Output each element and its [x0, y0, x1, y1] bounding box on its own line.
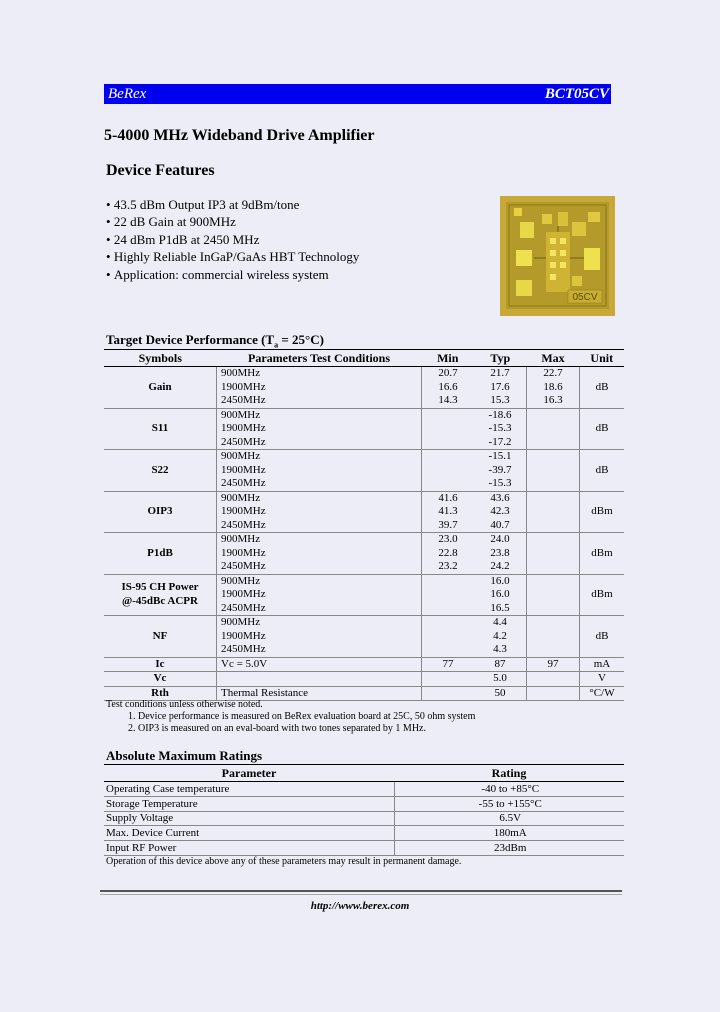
min-cell-value: 23.2: [438, 560, 458, 572]
max-cell-value: [527, 409, 579, 423]
col-header-unit: Unit: [580, 350, 625, 367]
typ-cell-value: 16.0: [490, 588, 510, 600]
max-cell-value: [527, 672, 579, 686]
condition-cell-value: 1900MHz: [221, 380, 266, 393]
min-cell: [422, 533, 475, 575]
typ-cell: [474, 533, 527, 575]
unit-cell: mA: [580, 657, 625, 672]
table-row: [104, 616, 624, 658]
min-cell-value: 16.6: [438, 380, 458, 393]
max-cell-value: 18.6: [543, 380, 563, 393]
min-cell-value: [422, 630, 474, 644]
unit-cell: dBm: [580, 533, 625, 575]
min-cell-value: 20.7: [438, 367, 458, 379]
condition-cell-value: 900MHz: [221, 408, 261, 421]
typ-cell: [474, 450, 527, 492]
chip-label: 05CV: [572, 292, 598, 303]
min-cell: [422, 408, 475, 450]
min-cell-value: [422, 450, 474, 464]
amr-rating: 23dBm: [394, 841, 624, 856]
brand-name: BeRex: [108, 86, 147, 102]
typ-cell-value: -18.6: [488, 408, 512, 421]
document-title: 5-4000 MHz Wideband Drive Amplifier: [104, 127, 375, 144]
performance-heading: Target Device Performance $(T_a = 25^\circ C)$: [106, 332, 324, 350]
typ-cell-value: 4.2: [493, 629, 507, 642]
amr-rating: -55 to +155°C: [394, 796, 624, 811]
symbol-cell: P1dB: [104, 533, 217, 575]
table-row: [104, 811, 624, 826]
condition-cell-value: [221, 672, 421, 686]
condition-cell-value: Thermal Resistance: [221, 686, 309, 699]
unit-cell: dB: [580, 408, 625, 450]
min-cell-value: [422, 575, 474, 589]
min-cell-value: 41.3: [438, 505, 458, 517]
condition-cell-value: 2450MHz: [221, 560, 266, 572]
typ-cell-value: 40.7: [490, 518, 510, 531]
unit-cell: dBm: [580, 491, 625, 533]
max-cell-value: [527, 575, 579, 589]
unit-cell: dBm: [580, 574, 625, 616]
chip-die-image: [506, 202, 609, 309]
max-cell-value: 16.3: [543, 394, 563, 406]
max-cell: [527, 616, 580, 658]
condition-cell: [217, 574, 422, 616]
amr-table: [104, 764, 624, 856]
condition-cell-value: 900MHz: [221, 367, 261, 379]
unit-cell: V: [580, 672, 625, 687]
condition-cell: [217, 657, 422, 672]
min-cell: [422, 367, 475, 409]
min-cell-value: 14.3: [438, 394, 458, 406]
typ-cell-value: 16.0: [490, 574, 510, 587]
typ-cell: [474, 408, 527, 450]
table-row: [104, 450, 624, 492]
unit-cell: dB: [580, 367, 625, 409]
amr-parameter: Max. Device Current: [104, 826, 394, 841]
condition-cell-value: 2450MHz: [221, 435, 266, 448]
table-row: [104, 491, 624, 533]
min-cell-value: [422, 409, 474, 423]
min-cell-value: 23.0: [438, 533, 458, 545]
max-cell-value: [527, 519, 579, 533]
max-cell-value: 22.7: [543, 367, 563, 379]
typ-cell: [474, 686, 527, 701]
min-cell-value: [422, 616, 474, 630]
table-row: [104, 367, 624, 409]
amr-warning-note: Operation of this device above any of these parameters may result in permanent damage.: [106, 856, 462, 867]
note-line: 1. Device performance is measured on BeRex evaluation board at 25C, 50 ohm system: [128, 711, 476, 722]
max-cell-value: [527, 533, 579, 547]
condition-cell-value: 1900MHz: [221, 422, 266, 434]
col-header-symbols: Symbols: [104, 350, 217, 367]
amr-parameter: Input RF Power: [104, 841, 394, 856]
typ-cell-value: 24.2: [490, 560, 510, 572]
note-line: Test conditions unless otherwise noted.: [106, 699, 263, 710]
symbol-cell: S11: [104, 408, 217, 450]
typ-cell-value: 17.6: [490, 380, 510, 393]
condition-cell-value: 1900MHz: [221, 546, 266, 559]
table-row: [104, 408, 624, 450]
max-cell: [527, 491, 580, 533]
condition-cell-value: 1900MHz: [221, 588, 266, 600]
features-heading: Device Features: [106, 162, 215, 179]
table-header-row: [104, 350, 624, 367]
table-row: [104, 782, 624, 797]
min-cell: [422, 574, 475, 616]
feature-list: [106, 196, 359, 283]
typ-cell-value: 15.3: [490, 394, 510, 406]
typ-cell: [474, 657, 527, 672]
symbol-cell: Ic: [104, 657, 217, 672]
max-cell-value: [527, 492, 579, 506]
min-cell: [422, 672, 475, 687]
max-cell: [527, 450, 580, 492]
typ-cell-value: 4.3: [493, 643, 507, 655]
condition-cell: [217, 491, 422, 533]
symbol-cell: Gain: [104, 367, 217, 409]
col-header-min: Min: [422, 350, 475, 367]
col-header-conditions: Parameters Test Conditions: [217, 350, 422, 367]
unit-cell: dB: [580, 616, 625, 658]
feature-item: • 22 dB Gain at 900MHz: [106, 213, 359, 230]
max-cell: [527, 367, 580, 409]
max-cell-value: [527, 687, 579, 701]
amr-rating: 180mA: [394, 826, 624, 841]
condition-cell-value: 2450MHz: [221, 477, 266, 489]
symbol-cell: IS-95 CH Power @-45dBc ACPR: [104, 574, 217, 616]
max-cell-value: [527, 422, 579, 436]
max-cell: [527, 657, 580, 672]
min-cell-value: [422, 477, 474, 491]
typ-cell-value: 21.7: [490, 367, 510, 379]
condition-cell: [217, 367, 422, 409]
feature-item: • 24 dBm P1dB at 2450 MHz: [106, 231, 359, 248]
typ-cell-value: -15.1: [488, 450, 512, 462]
condition-cell: [217, 408, 422, 450]
condition-cell: [217, 533, 422, 575]
max-cell: [527, 672, 580, 687]
condition-cell-value: Vc = 5.0V: [221, 657, 268, 670]
typ-cell: [474, 491, 527, 533]
amr-rating: 6.5V: [394, 811, 624, 826]
symbol-cell: NF: [104, 616, 217, 658]
max-cell: [527, 574, 580, 616]
min-cell-value: 41.6: [438, 491, 458, 504]
table-row: [104, 841, 624, 856]
typ-cell-value: -17.2: [488, 435, 512, 448]
condition-cell-value: 900MHz: [221, 574, 261, 587]
max-cell-value: [527, 505, 579, 519]
amr-heading: Absolute Maximum Ratings: [106, 748, 263, 763]
typ-cell: [474, 574, 527, 616]
min-cell-value: [422, 422, 474, 436]
symbol-cell: S22: [104, 450, 217, 492]
symbol-cell: OIP3: [104, 491, 217, 533]
performance-table: [104, 349, 624, 701]
min-cell: [422, 657, 475, 672]
unit-cell: dB: [580, 450, 625, 492]
typ-cell-value: -15.3: [488, 477, 512, 489]
typ-cell-value: 50: [494, 686, 506, 699]
max-cell-value: [527, 616, 579, 630]
condition-cell-value: 900MHz: [221, 533, 261, 545]
max-cell-value: [527, 560, 579, 574]
typ-cell: [474, 367, 527, 409]
amr-parameter: Supply Voltage: [104, 811, 394, 826]
typ-cell: [474, 616, 527, 658]
condition-cell-value: 900MHz: [221, 616, 261, 628]
symbol-cell: Vc: [104, 672, 217, 687]
condition-cell-value: 2450MHz: [221, 518, 266, 531]
note-line: 2. OIP3 is measured on an eval-board with two tones separated by 1 MHz.: [128, 723, 426, 734]
table-row: [104, 533, 624, 575]
min-cell-value: 77: [442, 657, 454, 670]
col-header-max: Max: [527, 350, 580, 367]
amr-parameter: Storage Temperature: [104, 796, 394, 811]
typ-cell-value: -15.3: [488, 422, 512, 434]
typ-cell-value: 42.3: [490, 505, 510, 517]
header-bar: [104, 84, 611, 104]
max-cell-value: [527, 450, 579, 464]
min-cell-value: 39.7: [438, 518, 458, 531]
min-cell-value: 22.8: [438, 546, 458, 559]
footer-divider: [100, 890, 622, 892]
footer-url-link[interactable]: http://www.berex.com: [310, 900, 410, 912]
amr-parameter: Operating Case temperature: [104, 782, 394, 797]
condition-cell: [217, 616, 422, 658]
amr-rating: -40 to +85°C: [394, 782, 624, 797]
condition-cell-value: 900MHz: [221, 450, 261, 462]
table-row: [104, 657, 624, 672]
performance-table-body: [104, 367, 624, 701]
feature-item: • Application: commercial wireless system: [106, 266, 359, 283]
min-cell-value: [422, 602, 474, 616]
condition-cell-value: 900MHz: [221, 491, 261, 504]
min-cell-value: [422, 687, 474, 701]
typ-cell-value: 4.4: [493, 616, 507, 628]
performance-notes: [106, 699, 475, 735]
table-header-row: [104, 765, 624, 782]
min-cell: [422, 450, 475, 492]
min-cell-value: [422, 672, 474, 686]
feature-item: • Highly Reliable InGaP/GaAs HBT Technology: [106, 248, 359, 265]
typ-cell-value: 23.8: [490, 546, 510, 559]
symbol-cell: Rth: [104, 686, 217, 701]
col-header-rating: Rating: [394, 765, 624, 782]
typ-cell-value: 16.5: [490, 601, 510, 614]
min-cell-value: [422, 436, 474, 450]
max-cell-value: [527, 436, 579, 450]
min-cell-value: [422, 643, 474, 657]
max-cell-value: [527, 464, 579, 478]
table-row: [104, 796, 624, 811]
col-header-parameter: Parameter: [104, 765, 394, 782]
unit-cell: °C/W: [580, 686, 625, 701]
condition-cell-value: 1900MHz: [221, 463, 266, 476]
typ-cell-value: 5.0: [493, 672, 507, 684]
condition-cell-value: 2450MHz: [221, 394, 266, 406]
table-row: [104, 826, 624, 841]
max-cell-value: [527, 602, 579, 616]
max-cell: [527, 686, 580, 701]
condition-cell: [217, 450, 422, 492]
typ-cell-value: 24.0: [490, 533, 510, 545]
condition-cell-value: 2450MHz: [221, 601, 266, 614]
footer-divider-thin: [100, 894, 622, 895]
typ-cell-value: -39.7: [488, 463, 512, 476]
max-cell-value: [527, 630, 579, 644]
min-cell: [422, 491, 475, 533]
max-cell-value: [527, 588, 579, 602]
condition-cell-value: 2450MHz: [221, 643, 266, 655]
max-cell-value: [527, 477, 579, 491]
min-cell-value: [422, 588, 474, 602]
feature-item: • 43.5 dBm Output IP3 at 9dBm/tone: [106, 196, 359, 213]
table-row: [104, 672, 624, 687]
min-cell: [422, 616, 475, 658]
col-header-typ: Typ: [474, 350, 527, 367]
part-number: BCT05CV: [544, 86, 609, 102]
max-cell: [527, 533, 580, 575]
max-cell-value: 97: [547, 657, 559, 670]
condition-cell: [217, 672, 422, 687]
typ-cell: [474, 672, 527, 687]
typ-cell-value: 87: [494, 657, 506, 670]
condition-cell-value: 1900MHz: [221, 505, 266, 517]
condition-cell-value: 1900MHz: [221, 629, 266, 642]
table-row: [104, 574, 624, 616]
min-cell-value: [422, 464, 474, 478]
typ-cell-value: 43.6: [490, 491, 510, 504]
max-cell-value: [527, 547, 579, 561]
max-cell-value: [527, 643, 579, 657]
max-cell: [527, 408, 580, 450]
